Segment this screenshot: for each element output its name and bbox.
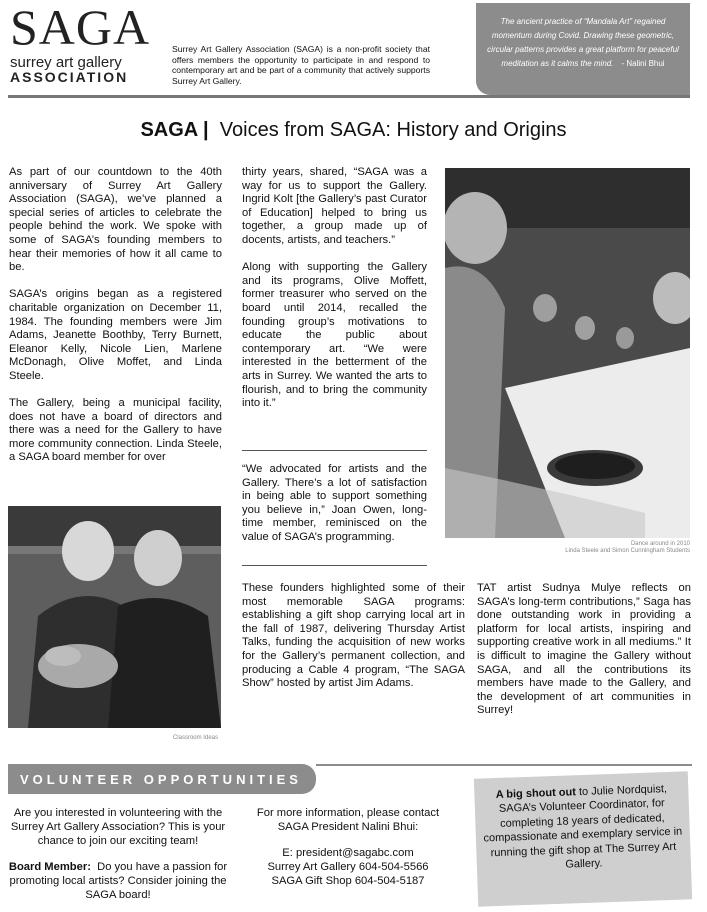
title-prefix: SAGA | — [140, 119, 209, 141]
shop-phone: SAGA Gift Shop 604-504-5187 — [271, 875, 425, 887]
logo-subtitle: surrey art gallery — [10, 54, 122, 71]
volunteer-banner — [8, 764, 316, 794]
volunteer-title: VOLUNTEER OPPORTUNITIES — [20, 772, 302, 787]
volunteer-info — [6, 806, 230, 902]
quote-author: - Nalini Bhui — [621, 59, 665, 68]
page-title — [0, 119, 707, 142]
logo-association: ASSOCIATION — [10, 69, 129, 85]
board-label: Board Member: — [8, 861, 91, 873]
article-column-1 — [9, 166, 222, 479]
header-intro: Surrey Art Gallery Association (SAGA) is a non-profit society that offers members the opportunity to participate in and respond to contemporary art and be part of a community that actively supports Surrey Art Gallery. — [172, 44, 430, 86]
pull-quote: “We advocated for artists and the Gallery. There’s a lot of satisfaction in being able to support something you believe in,” Joan Owen, long-time member, reminisced on the value of SAGA’s programming. — [242, 463, 427, 543]
saga-logo-wordmark: SAGA — [10, 0, 151, 55]
caption-line: Dance around in 2010 — [630, 541, 690, 547]
title-text: Voices from SAGA: History and Origins — [219, 119, 567, 141]
workshop-caption — [445, 541, 690, 555]
pull-quote-rule-bottom — [242, 565, 427, 566]
photo-caption: Classroom Ideas — [172, 735, 218, 741]
header-quote: The ancient practice of “Mandala Art” regained momentum during Covid. Drawing these geometric, circular patterns provides a great platform for peaceful meditation as it calms the mind. - Nalini Bhui — [487, 17, 679, 68]
volunteer-intro: Are you interested in volunteering with the Surrey Art Gallery Association? This is your chance to join our exciting team! — [10, 807, 226, 847]
volunteer-rule — [316, 764, 692, 766]
workshop-photo — [445, 168, 690, 538]
pull-quote-rule-top — [242, 450, 427, 451]
gallery-phone: Surrey Art Gallery 604-504-5566 — [267, 861, 429, 873]
workshop-photo-image — [445, 168, 690, 538]
founders-photo-image — [8, 506, 221, 728]
paragraph: SAGA’s origins began as a registered charitable organization on December 11, 1984. The founding members were Jim Adams, Jeanette Boothby, Terry Burnett, Eleanor Kelly, Nicole Lien, Marlene McDonagh, Olive Moffet, and Linda Steele. — [9, 288, 222, 382]
contact-info — [243, 806, 453, 888]
paragraph: thirty years, shared, “SAGA was a way for us to support the Gallery. Ingrid Kolt [the Gallery’s past Curator of Education] helped to bring us together, a group made up of docents, artists, and teachers.” — [242, 166, 427, 246]
paragraph: As part of our countdown to the 40th anniversary of Surrey Art Gallery Association (SAGA), we’ve planned a special series of articles to celebrate the people behind the work. We spoke with some of SAGA’s founding members to hear their memories of how it all came to be. — [9, 166, 222, 274]
shoutout-bold: A big shout out — [495, 786, 577, 802]
article-column-2 — [242, 166, 427, 424]
paragraph: Along with supporting the Gallery and its programs, Olive Moffett, former treasurer who served on the board until 2014, recalled the founding group’s motivations to educate the public about contemporary art. “We were interested in the betterment of the arts in Surrey. We wanted the arts to flourish, and to bring the community into it.” — [242, 261, 427, 410]
paragraph: The Gallery, being a municipal facility, does not have a board of directors and there was a need for the Gallery to have more community connection. Linda Steele, a SAGA board member for over — [9, 397, 222, 464]
header-quote-box — [476, 3, 690, 95]
contact-intro: For more information, please contact SAGA President Nalini Bhui: — [256, 807, 440, 833]
shoutout-text: A big shout out to Julie Nordquist, SAGA’s Volunteer Coordinator, for completing 18 years of dedicated, compassionate and exemplary service in running the gift shop at The Surrey Art Gallery. — [483, 783, 683, 871]
contact-email[interactable]: E: president@sagabc.com — [282, 847, 414, 859]
shoutout-box — [474, 771, 692, 906]
article-column-4: TAT artist Sudnya Mulye reflects on SAGA’s long-term contributions,” Saga has done outstanding work in providing a platform for local artists, inspiring and supporting creative work in all mediums.” It is difficult to imagine the Gallery without SAGA, and all the contributions its members have made to the Gallery, and the development of art communities in Surrey! — [477, 582, 691, 717]
caption-line: Linda Steele and Simon Cunningham Students — [565, 548, 690, 554]
article-column-3: These founders highlighted some of their most memorable SAGA programs: establishing a gift shop carrying local art in the fall of 1987, delivering Thursday Artist Talks, funding the acquisition of new works for the Gallery’s permanent collection, and producing a Cable 4 program, “The SAGA Show” hosted by artist Jim Adams. — [242, 582, 465, 690]
header-divider — [8, 95, 690, 98]
board-text: Do you have a passion for promoting local artists? Consider joining the SAGA board! — [9, 861, 228, 901]
board-member-info — [6, 860, 230, 902]
founders-photo — [8, 506, 221, 728]
